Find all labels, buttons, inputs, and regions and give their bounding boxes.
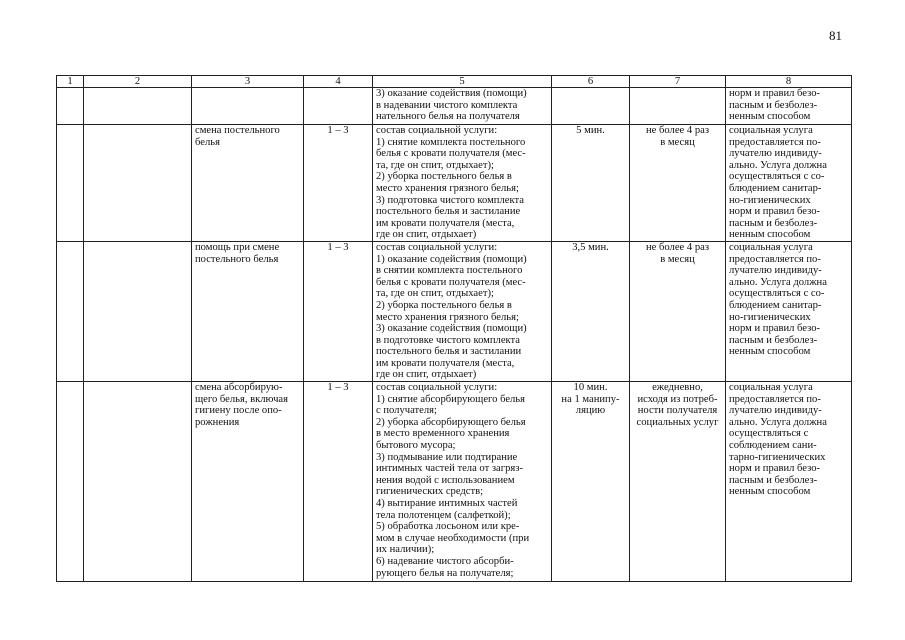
text-line: ально. Услуга должна [729, 159, 827, 171]
text-line: в место временного хранения [376, 428, 510, 440]
table-row [57, 241, 852, 381]
text-line: где он спит, отдыхает) [376, 369, 477, 381]
text-line: 3) оказание содействия (помощи) [376, 323, 527, 335]
service-name-cell [192, 125, 304, 242]
text-line: пасным и безболез- [729, 474, 818, 486]
text-line: в надевании чистого комплекта [376, 99, 518, 111]
service-content-cell [373, 88, 552, 125]
category-cell [84, 241, 192, 381]
text-line: та, где он спит, отдыхает); [376, 159, 494, 171]
text-line: 3,5 мин. [572, 241, 609, 253]
text-line: 10 мин. [573, 382, 608, 394]
text-line: мом в случае необходимости (при [376, 532, 530, 544]
service-content-cell [373, 241, 552, 381]
category-cell [84, 88, 192, 125]
text-line: в подготовке чистого комплекта [376, 334, 521, 346]
text-line: 1) снятие абсорбирующего белья [376, 393, 526, 405]
text-line: на 1 манипу- [561, 393, 620, 405]
text-line: ненным способом [729, 111, 811, 123]
text-line: социальных услуг [636, 416, 719, 428]
text-line: состав социальной услуги: [376, 382, 498, 394]
text-line: норм и правил безо- [729, 323, 821, 335]
text-line: ненным способом [729, 229, 811, 241]
text-line: им кровати получателя (места, [376, 217, 515, 229]
text-line: осуществляться с [729, 428, 809, 440]
text-line: социальная услуга [729, 241, 813, 253]
text-line: белья с кровати получателя (мес- [376, 148, 526, 160]
text-line: в месяц [660, 136, 695, 148]
text-line: пасным и безболез- [729, 99, 818, 111]
category-cell [84, 125, 192, 242]
text-line: 1) оказание содействия (помощи) [376, 253, 527, 265]
group-cell: 1 – 3 [304, 382, 373, 582]
text-line: 6) надевание чистого абсорби- [376, 555, 514, 567]
table-row [57, 125, 852, 242]
text-line: лучателю индивиду- [729, 265, 822, 277]
text-line: смена абсорбирую- [195, 382, 283, 394]
text-line: не более 4 раз [645, 241, 710, 253]
conditions-cell [726, 125, 852, 242]
number-cell [57, 125, 84, 242]
conditions-cell [726, 88, 852, 125]
text-line: 2) уборка постельного белья в [376, 171, 512, 183]
service-name-cell [192, 241, 304, 381]
text-line: постельного белья и застилание [376, 206, 521, 218]
text-line: предоставляется по- [729, 393, 821, 405]
text-line: тарно-гигиенических [729, 451, 826, 463]
header-cell: 7 [630, 76, 726, 88]
text-line: бытового мусора; [376, 440, 456, 452]
table-row [57, 88, 852, 125]
text-line: 3) оказание содействия (помощи) [376, 88, 527, 99]
service-name-cell [192, 88, 304, 125]
text-line: ненным способом [729, 346, 811, 358]
text-line: предоставляется по- [729, 136, 821, 148]
header-cell: 8 [726, 76, 852, 88]
text-line: лучателю индивиду- [729, 148, 822, 160]
text-line: нательного белья на получателя [376, 111, 520, 123]
text-line: в снятии комплекта постельного [376, 265, 523, 277]
text-line: социальная услуга [729, 125, 813, 136]
service-name-cell [192, 382, 304, 582]
duration-cell [552, 125, 630, 242]
text-line: но-гигиенических [729, 194, 811, 206]
text-line: но-гигиенических [729, 311, 811, 323]
frequency-cell [630, 125, 726, 242]
frequency-cell [630, 382, 726, 582]
header-cell: 1 [57, 76, 84, 88]
header-cell: 3 [192, 76, 304, 88]
text-line: исходя из потреб- [637, 393, 718, 405]
text-line: ности получателя [637, 405, 718, 417]
page-number: 81 [829, 28, 842, 43]
text-line: постельного белья и застилании [376, 346, 522, 358]
text-line: ально. Услуга должна [729, 416, 827, 428]
text-line: норм и правил безо- [729, 206, 821, 218]
header-cell: 6 [552, 76, 630, 88]
text-line: 2) уборка абсорбирующего белья [376, 416, 526, 428]
text-line: не более 4 раз [645, 125, 710, 136]
category-cell [84, 382, 192, 582]
number-cell [57, 88, 84, 125]
text-line: 1) снятие комплекта постельного [376, 136, 526, 148]
text-line: с получателя; [376, 405, 437, 417]
header-cell: 4 [304, 76, 373, 88]
text-line: тела полотенцем (салфеткой); [376, 509, 511, 521]
service-content-cell [373, 125, 552, 242]
text-line: норм и правил безо- [729, 88, 821, 99]
text-line: пасным и безболез- [729, 334, 818, 346]
duration-cell [552, 88, 630, 125]
text-line: осуществляться с со- [729, 288, 825, 300]
text-line: рующего белья на получателя; [376, 567, 514, 579]
duration-cell [552, 241, 630, 381]
conditions-cell [726, 382, 852, 582]
number-cell [57, 382, 84, 582]
group-cell: 1 – 3 [304, 241, 373, 381]
text-line: 3) подготовка чистого комплекта [376, 194, 524, 206]
text-line: где он спит, отдыхает) [376, 229, 477, 241]
header-cell: 2 [84, 76, 192, 88]
text-line: ляцию [575, 405, 606, 417]
text-line: место хранения грязного белья; [376, 311, 519, 323]
text-line: интимных частей тела от загряз- [376, 463, 523, 475]
text-line: щего белья, включая [195, 393, 288, 405]
text-line: 4) вытирание интимных частей [376, 498, 518, 509]
service-content-cell [373, 382, 552, 582]
text-line: 3) подмывание или подтирание [376, 451, 518, 463]
text-line: пасным и безболез- [729, 217, 818, 229]
text-line: ненным способом [729, 486, 811, 498]
text-line: социальная услуга [729, 382, 813, 394]
text-line: блюдением санитар- [729, 182, 822, 194]
group-cell: 1 – 3 [304, 125, 373, 242]
text-line: им кровати получателя (места, [376, 357, 515, 369]
text-line: место хранения грязного белья; [376, 182, 519, 194]
text-line: блюдением санитар- [729, 299, 822, 311]
text-line: 2) уборка постельного белья в [376, 299, 512, 311]
group-cell [304, 88, 373, 125]
text-line: ежедневно, [652, 382, 703, 394]
text-line: осуществляться с со- [729, 171, 825, 183]
text-line: постельного белья [195, 253, 279, 265]
text-line: ально. Услуга должна [729, 276, 827, 288]
text-line: помощь при смене [195, 241, 280, 253]
header-cell: 5 [373, 76, 552, 88]
text-line: соблюдением сани- [729, 440, 817, 452]
text-line: лучателю индивиду- [729, 405, 822, 417]
services-table [56, 75, 852, 582]
text-line: норм и правил безо- [729, 463, 821, 475]
text-line: их наличии); [376, 544, 435, 556]
text-line: в месяц [660, 253, 695, 265]
text-line: гигиену после опо- [195, 405, 282, 417]
table-row [57, 382, 852, 582]
text-line: 5) обработка лосьоном или кре- [376, 521, 520, 533]
text-line: гигиенических средств; [376, 486, 484, 498]
text-line: белья [195, 136, 220, 148]
text-line: предоставляется по- [729, 253, 821, 265]
text-line: состав социальной услуги: [376, 241, 498, 253]
number-cell [57, 241, 84, 381]
frequency-cell [630, 88, 726, 125]
conditions-cell [726, 241, 852, 381]
text-line: рожнения [195, 416, 240, 428]
frequency-cell [630, 241, 726, 381]
text-line: 5 мин. [576, 125, 605, 136]
text-line: нения водой с использованием [376, 474, 515, 486]
text-line: смена постельного [195, 125, 280, 136]
duration-cell [552, 382, 630, 582]
text-line: та, где он спит, отдыхает); [376, 288, 494, 300]
header-row [57, 76, 852, 88]
text-line: состав социальной услуги: [376, 125, 498, 136]
text-line: белья с кровати получателя (мес- [376, 276, 526, 288]
